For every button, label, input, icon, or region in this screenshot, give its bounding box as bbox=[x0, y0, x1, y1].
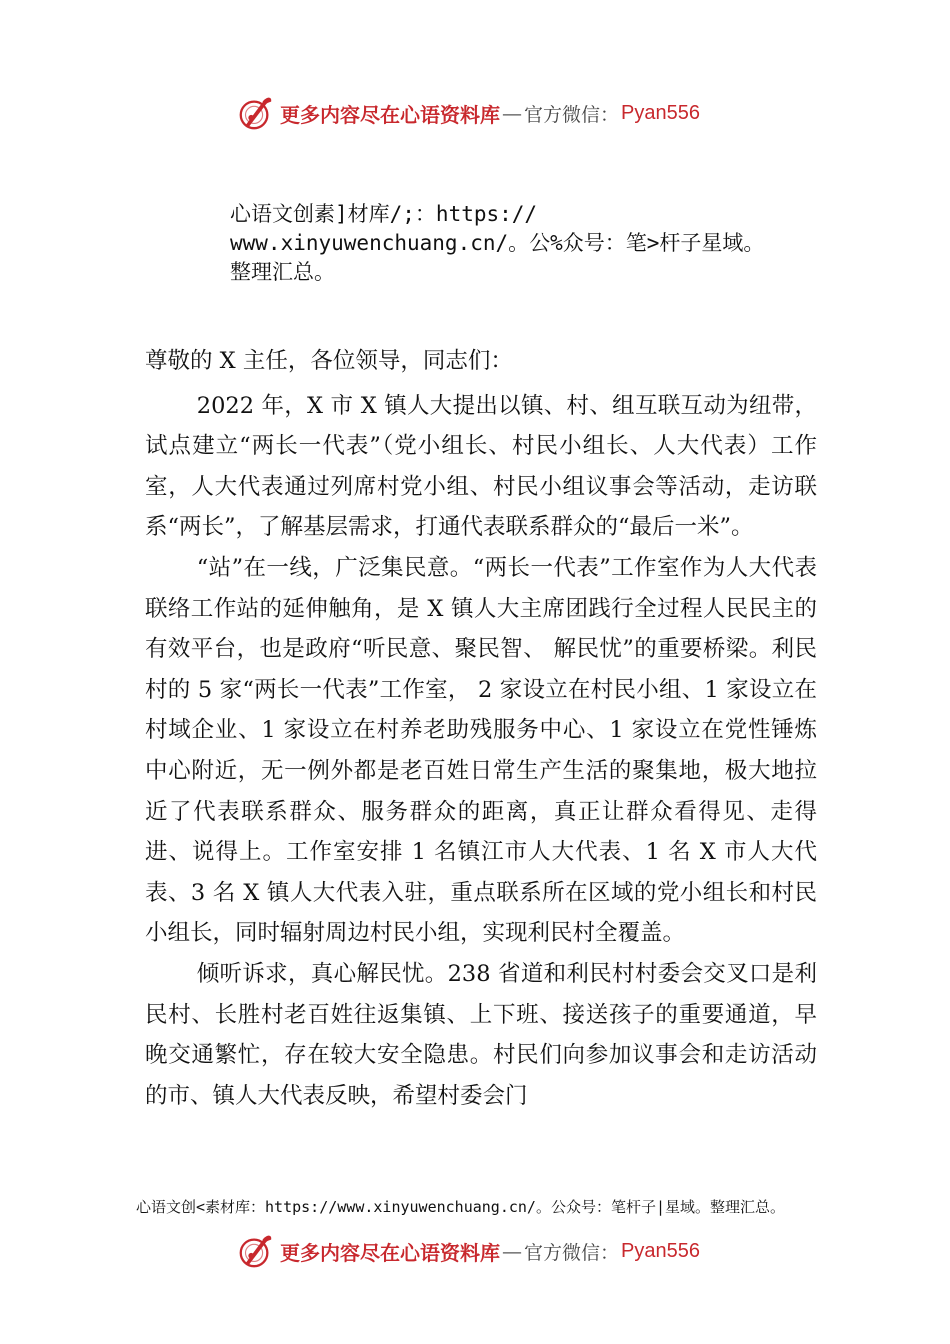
source-note-line: www.xinyuwenchuang.cn/。公%众号：笔>杆子星域。 bbox=[230, 231, 765, 255]
banner-separator: — bbox=[502, 101, 522, 125]
source-note-line: 整理汇总。 bbox=[230, 260, 335, 284]
banner-wechat-id: Pyan556 bbox=[621, 101, 700, 124]
banner-wechat-id: Pyan556 bbox=[621, 1239, 700, 1262]
footer-banner bbox=[236, 1231, 700, 1271]
banner-sub-text: 官方微信： bbox=[524, 1241, 620, 1264]
source-note-line: 心语文创素]材库/;：https:// bbox=[230, 202, 538, 226]
source-note bbox=[230, 200, 830, 287]
banner-main-text: 更多内容尽在心语资料库 bbox=[280, 102, 500, 127]
greeting: 尊敬的 X 主任，各位领导，同志们： bbox=[145, 348, 513, 374]
banner-main-text: 更多内容尽在心语资料库 bbox=[280, 1240, 500, 1265]
header-banner bbox=[236, 93, 700, 133]
body-paragraph: 2022 年，X 市 X 镇人大提出以镇、村、组互联互动为纽带，试点建立“两长一代表”（党小组长、村民小组长、人大代表）工作室，人大代表通过列席村党小组、村民小组议事会等活动，走访联系“两长”，了解基层需求，打通代表联系群众的“最后一米”。 bbox=[145, 392, 817, 541]
body-paragraph: 倾听诉求，真心解民忧。238 省道和利民村村委会交叉口是利民村、长胜村老百姓往返集镇、上下班、接送孩子的重要通道，早晚交通繁忙，存在较大安全隐患。村民们向参加议事会和走访活动的市、镇人大代表反映，希望村委会门 bbox=[145, 960, 817, 1109]
footer-note: 心语文创<素材库：https://www.xinyuwenchuang.cn/。公众号：笔杆子|星域。整理汇总。 bbox=[136, 1198, 785, 1216]
body-paragraph: “站”在一线，广泛集民意。“两长一代表”工作室作为人大代表联络工作站的延伸触角，是 X 镇人大主席团践行全过程人民民主的有效平台，也是政府“听民意、聚民智、 解民忧”的重要桥梁。利民村的 5 家“两长一代表”工作室， 2 家设立在村民小组、1 家设立在村域企业、1 家设立在村养老助残服务中心、1 家设立在党性锤炼中心附近，无一例外都是老百姓日常生产生活的聚集地，极大地拉近了代表联系群众、服务群众的距离，真正让群众看得见、走得进、说得上。工作室安排 1 名镇江市人大代表、1 名 X 市人大代表、3 名 X 镇人大代表入驻，重点联系所在区域的党小组长和村民小组长，同时辐射周边村民小组，实现利民村全覆盖。 bbox=[145, 554, 817, 947]
document-body bbox=[145, 341, 817, 1116]
banner-separator: — bbox=[502, 1239, 522, 1263]
quill-seal-logo-icon bbox=[236, 1232, 274, 1270]
banner-sub-text: 官方微信： bbox=[524, 103, 620, 126]
quill-seal-logo-icon bbox=[236, 94, 274, 132]
